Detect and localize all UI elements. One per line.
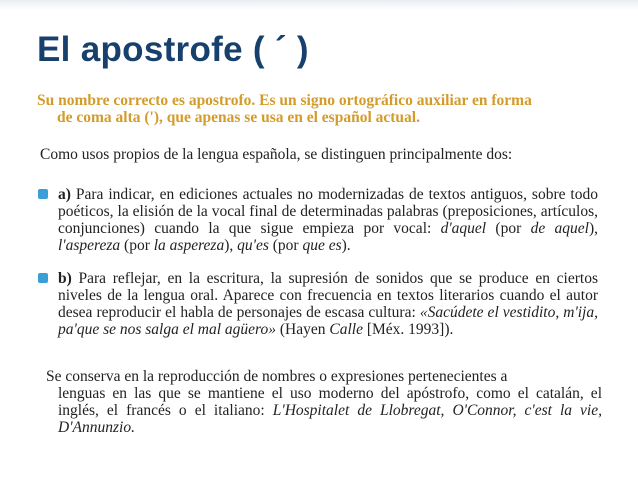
bullet-a-text [58,186,598,254]
literary-quote: «Sacúdete el vestidito, m'ija, pa'que se nos salga el mal agüero» [58,304,598,338]
subtitle-line-1: Su nombre correcto es apostrofo. Es un signo ortográfico auxiliar en forma [37,92,532,109]
subtitle-line-2: de coma alta ('), que apenas se usa en el español actual. [57,109,420,126]
bullet-b-text [58,270,598,338]
intro-text: Como usos propios de la lengua española, se distinguen principalmente dos: [40,146,513,163]
example-2-full: la aspereza [153,237,225,254]
example-3-full: que es [302,237,342,254]
paren: (por [268,237,303,254]
example-3: qu'es [237,237,269,254]
paren: ), [224,237,238,254]
bullet-b [38,270,598,338]
bullet-a [38,186,598,254]
top-band [0,0,638,10]
closing-text: lenguas en las que se mantiene el uso moderno del apóstrofo, como el catalán, el inglés, el francés o el italiano: [58,385,602,419]
closing-examples: L'Hospitalet de Llobregat, O'Connor, c'est la vie, D'Annunzio. [58,402,602,436]
bullet-marker-icon [38,189,48,199]
example-2: l'aspereza [58,237,121,254]
paren: (por [120,237,154,254]
subtitle [37,92,607,126]
citation-open: (Hayen [276,321,330,338]
citation-close: [Méx. 1993]). [362,321,454,338]
example-1-full: de aquel [530,220,589,237]
bullet-b-label: b) [58,270,72,287]
bullet-a-body: Para indicar, en ediciones actuales no modernizadas de textos antiguos, sobre todo poéticos, la elisión de la vocal final de determinadas palabras (preposiciones, artículos, conjunciones) cuando la que sigue empieza por vocal: [58,186,598,237]
bullet-marker-icon [38,273,48,283]
citation-name: Calle [329,321,363,338]
closing-paragraph [46,368,602,436]
paren: (por [486,220,531,237]
example-1: d'aquel [440,220,487,237]
closing-rest [46,385,602,436]
closing-line-1: Se conserva en la reproducción de nombres o expresiones pertenecientes a [46,368,508,385]
paren: ). [341,237,351,254]
bullet-b-body: Para reflejar, en la escritura, la supresión de sonidos que se produce en ciertos niveles de la lengua oral. Aparece con frecuencia en textos literarios cuando el autor desea reproducir el habla de personajes de escasa cultura: [58,270,598,321]
paren: ), [588,220,598,237]
bullet-a-label: a) [58,186,71,203]
slide-title: El apostrofe ( ´ ) [37,30,309,69]
